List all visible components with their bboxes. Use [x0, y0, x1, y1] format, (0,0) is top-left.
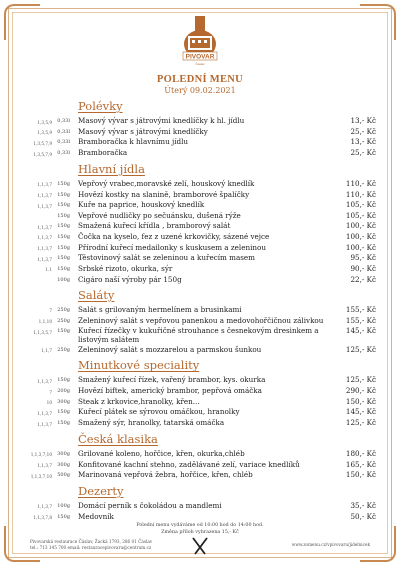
allergens: 1,1,3,7,10 — [30, 452, 52, 458]
allergens: 1,3,5,9 — [37, 119, 52, 125]
menu-section — [26, 432, 376, 481]
menu-item — [26, 345, 376, 356]
allergens: 1,1,3,5,7 — [33, 329, 52, 335]
price: 100,- Kč — [345, 221, 376, 231]
dish-name: Vepřové nudličky po sečuánsku, dušená rýže — [78, 210, 241, 220]
dish-name: Steak z krkovice,hranolky, křen... — [78, 396, 200, 406]
portion: 150g — [57, 180, 70, 187]
portion: 0,33l — [57, 150, 70, 157]
address-line: Pivovarská restaurace Čáslav, Žacká 1793, 286 01 Čáslav — [30, 539, 153, 544]
pivovar-logo — [180, 14, 220, 74]
allergens — [26, 211, 52, 213]
menu-item — [26, 470, 376, 481]
menu-section — [26, 162, 376, 285]
dish-name: Čočka na kyselo, fez z uzené krkovičky, sázené vejce — [78, 231, 270, 241]
price: 25,- Kč — [350, 148, 376, 158]
menu-date: Úterý 09.02.2021 — [164, 86, 236, 95]
hours-line: Polední menu vydáváme od 10:00 hod do 14:00 hod. — [136, 523, 264, 528]
dish-name: Hovězí biftek, americký brambor, pepřová omáčka — [78, 386, 262, 396]
menu-item — [26, 460, 376, 471]
price: 155,- Kč — [345, 304, 376, 314]
portion: 100g — [57, 502, 70, 509]
portion: 150g — [57, 377, 70, 384]
dish-name: Těstovinový salát se zeleninou a kuřecím masem — [78, 253, 255, 263]
dish-name: Bramboračka — [78, 148, 128, 158]
portion: 150g — [57, 233, 70, 240]
corner-ornament — [360, 4, 396, 40]
portion: 150g — [57, 409, 70, 416]
menu-item — [26, 407, 376, 418]
portion: 150g — [57, 191, 70, 198]
section-title: Saláty — [78, 287, 115, 302]
menu-item — [26, 326, 376, 344]
price: 180,- Kč — [345, 448, 376, 458]
allergens: 1,1,3,7 — [37, 224, 52, 230]
dish-name: Masový vývar s játrovými knedlíčky — [78, 126, 208, 136]
price: 290,- Kč — [345, 386, 376, 396]
allergens: 1,1,7 — [41, 348, 52, 354]
dish-name: Srbské rizoto, okurka, sýr — [78, 263, 173, 273]
allergens: 1,1,3,7 — [37, 193, 52, 199]
price: 110,- Kč — [345, 189, 376, 199]
price: 125,- Kč — [345, 418, 376, 428]
portion: 0,33l — [57, 118, 70, 124]
dish-name: Vepřový vrabec,moravské zelí, houskový knedlík — [78, 178, 255, 188]
menu-item — [26, 200, 376, 211]
portion: 150g — [57, 328, 70, 335]
allergens: 1,1,3,7 — [37, 256, 52, 262]
price: 165,- Kč — [345, 459, 376, 469]
menu-section — [26, 358, 376, 429]
logo-text: PIVOVAR — [185, 53, 215, 61]
allergens: 1,1,3,7 — [37, 410, 52, 416]
allergens: 1,1,3,7 — [37, 182, 52, 188]
portion: 150g — [57, 513, 70, 520]
dish-name: Přírodní kuřecí medailonky s kuskusem a zeleninou — [78, 242, 266, 252]
portion: 200g — [57, 388, 70, 395]
menu-item — [26, 253, 376, 264]
menu-section — [26, 288, 376, 356]
dish-name: Smažený sýr, hranolky, tatarská omáčka — [78, 418, 225, 428]
menu-item — [26, 243, 376, 254]
portion: 150g — [57, 223, 70, 230]
dish-name: Kuřecí plátek se sýrovou omáčkou, hranolky — [78, 407, 240, 417]
menu-item — [26, 316, 376, 327]
portion: 150g — [57, 244, 70, 251]
section-title: Česká klasika — [78, 431, 158, 446]
allergens: 1,1,10 — [38, 319, 52, 325]
serving-hours-note — [130, 523, 270, 536]
menu-section — [26, 484, 376, 522]
menu-item — [26, 148, 376, 159]
menu-item — [26, 127, 376, 138]
allergens — [26, 275, 52, 277]
price: 13,- Kč — [350, 137, 376, 147]
dish-name: Bramboračka k hlavnímu jídlu — [78, 137, 189, 147]
price: 110,- Kč — [345, 178, 376, 188]
portion: 150g — [57, 420, 70, 427]
price: 150,- Kč — [345, 396, 376, 406]
allergens: 7 — [49, 308, 52, 314]
dish-name: Domácí perník s čokoládou a mandlemi — [78, 500, 222, 510]
dish-name: Medovník — [78, 511, 114, 521]
portion: 250g — [57, 317, 70, 324]
portion: 300g — [57, 450, 70, 457]
menu-list — [26, 96, 376, 522]
dish-name: Grilované koleno, hořčice, křen, okurka,chléb — [78, 448, 245, 458]
allergens: 1,1,3,7,10 — [30, 473, 52, 479]
dish-name: Masový vývar s játrovými knedlíčky k hl. jídlu — [78, 116, 245, 125]
menu-item — [26, 512, 376, 523]
allergens: 10 — [46, 400, 52, 406]
cutlery-icon — [190, 537, 210, 555]
section-title: Polévky — [78, 99, 123, 113]
menu-item — [26, 386, 376, 397]
menu-item — [26, 190, 376, 201]
portion: 250g — [57, 306, 70, 313]
portion: 300g — [57, 398, 70, 405]
allergens: 1,1,3,7 — [37, 421, 52, 427]
logo-subtext: Časlav — [195, 62, 205, 66]
allergens: 1,1,3,7 — [37, 246, 52, 252]
menu-section — [26, 99, 376, 159]
menu-item — [26, 275, 376, 285]
price: 145,- Kč — [345, 326, 376, 336]
portion: 250g — [57, 346, 70, 353]
menu-item — [26, 305, 376, 316]
price: 35,- Kč — [350, 500, 376, 510]
portion: 0,33l — [57, 139, 70, 146]
dish-name: Marinovaná vepřová žebra, hořčice, křen, chléb — [78, 470, 253, 480]
portion: 150g — [57, 202, 70, 209]
price: 13,- Kč — [350, 116, 376, 125]
menu-item — [26, 137, 376, 148]
price: 125,- Kč — [345, 344, 376, 354]
price: 155,- Kč — [345, 315, 376, 325]
dish-name: Cigáro naší výroby pár 150g — [78, 274, 182, 284]
allergens: 1,3,5,9 — [37, 130, 52, 136]
menu-item — [26, 264, 376, 275]
allergens: 1,1,3,7 — [37, 378, 52, 384]
menu-item — [26, 211, 376, 221]
price: 125,- Kč — [345, 375, 376, 385]
portion: 300g — [57, 461, 70, 468]
portion: 0,33l — [57, 128, 70, 135]
dish-name: Konfitované kachní stehno, zadělávané zelí, variace knedlíků — [78, 459, 300, 469]
menu-item — [26, 116, 376, 127]
price: 145,- Kč — [345, 407, 376, 417]
price: 105,- Kč — [345, 200, 376, 210]
price: 90,- Kč — [350, 263, 376, 273]
dish-name: Kuřecí řízečky v kukuřičné strouhance s česnekovým dresinkem a listovým salátem — [78, 326, 319, 345]
dish-name: Hovězí kostky na slanině, bramborové špalíčky — [78, 189, 250, 199]
allergens: 1,1,3,7 — [37, 504, 52, 510]
dish-name: Smažená kuřecí křídla , bramborový salát — [78, 221, 231, 231]
menu-item — [26, 179, 376, 190]
portion: 150g — [57, 212, 70, 219]
dish-name: Kuře na paprice, houskový knedlík — [78, 200, 205, 210]
price: 95,- Kč — [350, 253, 376, 263]
section-title: Hlavní jídla — [78, 161, 145, 176]
allergens: 1,3,5,7,9 — [33, 151, 52, 157]
dish-name: Smažený kuřecí řízek, vařený brambor, kys. okurka — [78, 375, 266, 385]
price: 22,- Kč — [350, 274, 376, 284]
contact-line: tel.: 713 145 700 email: restauracepivovaru@centrum.cz — [30, 545, 152, 550]
allergens: 1.1 — [45, 267, 52, 273]
website-link[interactable]: www.zomenu.cz/vpivovaru/jidelnicek — [291, 542, 370, 547]
price: 105,- Kč — [345, 210, 376, 220]
menu-title: POLEDNÍ MENU — [156, 74, 244, 85]
menu-item — [26, 418, 376, 429]
allergens: 1,1,3,7 — [37, 235, 52, 241]
menu-item — [26, 375, 376, 386]
portion: 150g — [57, 255, 70, 262]
portion: 100g — [57, 276, 70, 283]
price: 25,- Kč — [350, 126, 376, 136]
menu-item — [26, 501, 376, 512]
allergens: 1,1,3,7,8 — [33, 515, 52, 521]
menu-item — [26, 449, 376, 460]
price: 100,- Kč — [345, 231, 376, 241]
section-title: Minutkové speciality — [78, 358, 200, 373]
price: 50,- Kč — [350, 511, 376, 521]
corner-ornament — [4, 4, 40, 40]
dish-name: Salát s grilovaným hermelínem a brusinkami — [78, 304, 242, 314]
change-note: Změna příloh vyhrazena 15,- Kč — [161, 529, 239, 535]
portion: 150g — [57, 265, 70, 272]
allergens: 1,1,3,7 — [37, 203, 52, 209]
allergens: 1,1,3,7 — [37, 463, 52, 469]
address-block — [30, 539, 152, 551]
section-title: Dezerty — [78, 483, 124, 498]
dish-name: Zeleninový salát s mozzarelou a parmskou šunkou — [78, 344, 262, 354]
menu-item — [26, 221, 376, 232]
portion: 500g — [57, 472, 70, 479]
dish-name: Zeleninový salát s vepřovou panenkou a medovohořčičnou zálivkou — [78, 315, 324, 325]
menu-item — [26, 232, 376, 243]
price: 100,- Kč — [345, 242, 376, 252]
allergens: 7 — [49, 389, 52, 395]
menu-item — [26, 397, 376, 408]
allergens: 1,3,5,7,9 — [33, 140, 52, 146]
price: 150,- Kč — [345, 470, 376, 480]
